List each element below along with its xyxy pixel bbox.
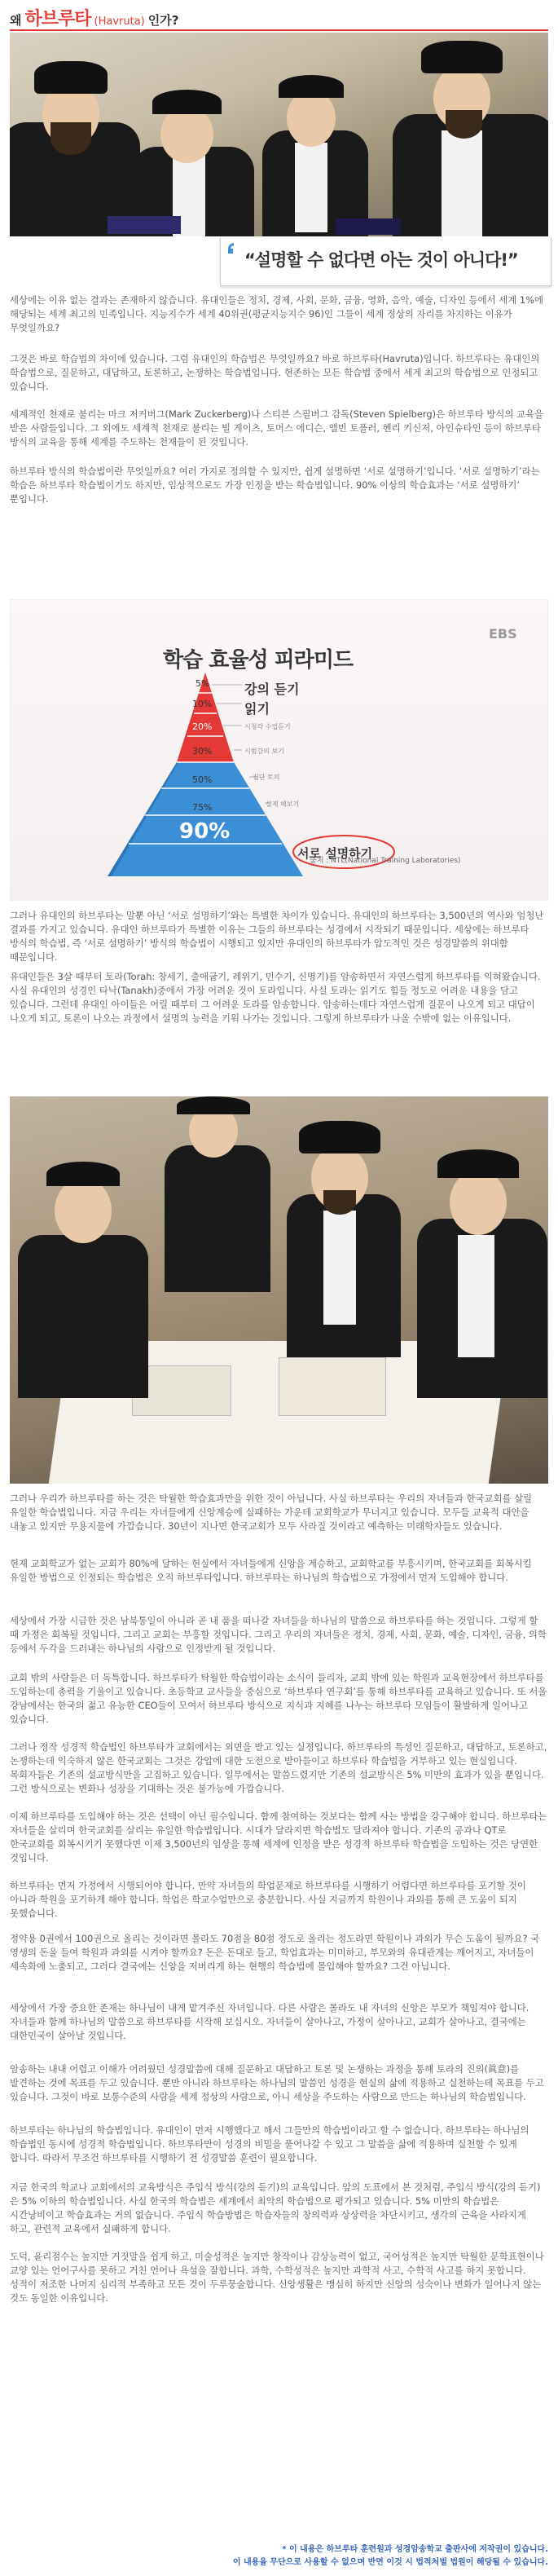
paragraph-5: 그러나 유대인의 하브루타는 말뿐 아닌 ‘서로 설명하기’와는 특별한 차이가 있습니다. 유대인의 하브루타는 3,500년의 역사와 엄청난 결과를 가지고 있습니다. 유대인 하브루타가 특별한 이유는 그들의 하브루타는 성경에서 시작되기 때문입니다. 세상에는 하브루타 방식의 학습법, 즉 ‘서로 설명하기’ 방식의 학습법이 시행되고 있지만 유대인의 하브루타가 압도적인 것은 성경말씀의 위대함 때문입니다. xyxy=(10,910,544,963)
paragraph-11: 그러나 우리가 하브루타를 하는 것은 탁월한 학습효과만을 위한 것이 아닙니다. 사실 하브루타는 우리의 자녀들과 한국교회를 살릴 유일한 학습법입니다. 지금 우리는 자녀들에게 신앙계승에 실패하는 가운데 교회학교가 무너지고 있습니다. 모두들 교육적 대안을 내놓고 있지만 무용지물에 가깝습니다. 30년이 지나면 한국교회가 모두 사라질 것이라고 예측하는 미래학자들도 있습니다. xyxy=(10,1493,533,1532)
pyramid-pct-75: 75% xyxy=(192,802,213,813)
paragraph-19: 세상에서 가장 중요한 존재는 하나님이 내게 맡겨주신 자녀입니다. 다른 사람은 몰라도 내 자녀의 신앙은 부모가 책임져야 합니다. 자녀들과 함께 하나님의 말씀으로 하브루타를 시작해 보십시오. 자녀들이 살아나고, 가정이 살아나고, 교회가 살아나고, 결국에는 대한민국이 살아날 것입니다. xyxy=(10,2002,529,2041)
study-photo-top xyxy=(10,33,548,236)
paragraph-2: 그것은 바로 학습법의 차이에 있습니다. 그럼 유대인의 학습법은 무엇일까요? 바로 하브루타(Havruta)입니다. 하브루타는 유대인의 학습법으로, 질문하고, 대답하고, 토론하고, 논쟁하는 학습법입니다. 현존하는 모든 학습법 중에서 세계 최고의 학습법으로 인정되고 있습니다. xyxy=(10,353,540,392)
paragraph-6: 유대인들은 3살 때부터 토라(Torah: 창세기, 출애굽기, 레위기, 민수기, 신명기)를 암송하면서 자연스럽게 하브루타를 익혀왔습니다. 사실 유대인의 성경인 타낙(Tanakh)중에서 가장 어려운 것이 토라입니다. 사실 토라는 읽기도 힘들 정도로 어려운 내용을 담고 있습니다. 그런데 유대인 아이들은 어릴 때부터 그 어려운 토라를 암송합니다. 암송하는데다 자연스럽게 질문이 나오게 되고 대답이 나오게 되고, 토론이 나오는 과정에서 설명의 능력을 키워 나가는 것입니다. 그렇게 하브루타가 나올 수밖에 없는 이유입니다. xyxy=(10,971,541,1024)
pyramid-pct-50: 50% xyxy=(192,774,213,785)
pyramid-source: 출처 : NTL(National Training Laboratories) xyxy=(310,857,461,865)
pyramid-label-lecture: 강의 듣기 xyxy=(244,681,300,697)
title-divider xyxy=(10,29,548,31)
paragraph-14: 교회 밖의 사람들은 더 독특합니다. 하브루타가 탁월한 학습법이라는 소식이 들리자, 교회 밖에 있는 학원과 교육현장에서 하브루타를 도입하는데 총력을 기울이고 있습니다. 초등학교 교사들을 중심으로 ‘하브루타 연구회’를 통해 하브루타를 교육하고 있습니다. 또 서울 강남에서는 한국의 젊고 유능한 CEO들이 모여서 하브루타 방식으로 지식과 지혜를 나누는 하브루타 모임들이 활발하게 일어나고 있습니다. xyxy=(10,1672,547,1725)
paragraph-13: 세상에서 가장 시급한 것은 남북통일이 아니라 곧 내 품을 떠나갈 자녀들을 하나님의 말씀으로 하브루타를 하는 것입니다. 그렇게 할 때 가정은 회복될 것입니다. 그리고 교회는 부흥할 것입니다. 그리고 우리의 자녀들은 정치, 경제, 사회, 문화, 예술, 디자인, 금융, 의학 등에서 두각을 드러내는 하나님의 사람으로 인정받게 될 것입니다. xyxy=(10,1615,547,1654)
pyramid-pct-90: 90% xyxy=(179,819,231,844)
paragraph-8: 하브루타는 하나님의 학습법입니다. 유대인이 먼저 시행했다고 해서 그들만의 학습법이라고 할 수 없습니다. 하브루타는 하나님의 학습법인 동시에 성경적 학습법입니다. 하브루타만이 성경의 비밀을 풀어나갈 수 있고 그 말씀을 삶에 적용하며 실천할 수 있게 합니다. 따라서 무조건 하브루타를 시행하기 전 성경말씀 훈련이 필요합니다. xyxy=(10,2124,529,2164)
paragraph-7: 암송하는 내내 어렵고 이해가 어려웠던 성경말씀에 대해 질문하고 대답하고 토론 및 논쟁하는 과정을 통해 토라의 진의(眞意)를 발견하는 것에 목표를 두고 있습니다. 뿐만 아니라 하브루타는 하나님의 말씀인 성경을 현실의 삶에 적용하고 실천하는데 목표를 두고 있습니다. 그것이 바로 보통수준의 사람을 세계 정상의 사람으로, 아니 세상을 주도하는 사람으로 만드는 하나님의 학습법입니다. xyxy=(10,2063,544,2102)
pyramid-title: 학습 효율성 피라미드 xyxy=(163,648,354,673)
page-title xyxy=(10,5,178,29)
paragraph-18: 정약용 0권에서 100권으로 올리는 것이라면 몰라도 70점을 80점 정도로 올리는 정도라면 학원이나 과외가 무슨 도움이 될까요? 국 영생의 돈을 들여 학원과 과외를 시켜야 할까요? 돈은 돈대로 들고, 학업효과는 미미하고, 부모와의 유대관계는 깨어지고, 자녀들이 세속화에 노출되고, 그러다 결국에는 신앙을 저버리게 하는 현행의 학습법에 몰입해야 할까요? 그건 아닙니다. xyxy=(10,1933,540,1972)
pyramid-label-practice: 실제 해보기 xyxy=(266,801,300,808)
paragraph-16: 이제 하브루타를 도입해야 하는 것은 선택이 아닌 필수입니다. 함께 참여하는 것보다는 함께 사는 방법을 강구해야 합니다. 하브루타는 자녀들을 살리며 한국교회를 살리는 유일한 학습법입니다. 시대가 달라지면 학습법도 달라져야 합니다. 기존의 공과나 QT로 한국교회를 회복시키기 못했다면 이제 3,500년의 임상을 통해 세계에 인정을 받은 성경적 하브루타 학습법을 도입하는 것은 당연한 것입니다. xyxy=(10,1811,547,1864)
paragraph-10: 도덕, 윤리점수는 높지만 거짓말을 쉽게 하고, 미술성적은 높지만 창작이나 감상능력이 없고, 국어성적은 높지만 탁월한 문학표현이나 교양 있는 언어구사를 못하고 거친 언어나 욕설을 잘합니다. 과학, 수학성적은 높지만 과학적 사고, 수학적 사고를 하지 못합니다. 성적이 저조한 나머지 심리적 부족하고 모든 것이 두루뭉술합니다. 신앙생활은 맹심히 하지만 신앙의 성숙이나 변화가 일어나지 않는 것도 동일한 이유입니다. xyxy=(10,2251,544,2304)
pyramid-label-discussion: 집단 토의 xyxy=(253,774,280,781)
title-suffix: 인가? xyxy=(147,13,179,28)
title-prefix: 왜 xyxy=(10,13,22,28)
pyramid-pct-5: 5% xyxy=(196,678,210,689)
title-keyword: 하브루타 xyxy=(24,9,91,29)
paragraph-15: 그러나 정작 성경적 학습법인 하브루타가 교회에서는 외면을 받고 있는 실정입니다. 하브루타의 특성인 질문하고, 대답하고, 토론하고, 논쟁하는데 익숙하지 않은 한국교회는 그것은 강압에 대한 도전으로 받아들이고 하브루타 학습법을 거부하고 있는 현실입니다. 목회자들은 기존의 설교방식만을 고집하고 있습니다. 일부에서는 말씀드렸지만 기존의 설교방식은 5% 미만의 효과가 있을 뿐입니다. 그런 방식으로는 변화나 성장을 기대하는 것은 불가능에 가깝습니다. xyxy=(10,1741,547,1794)
study-photo-bottom xyxy=(10,1096,548,1484)
paragraph-12: 현재 교회학교가 없는 교회가 80%에 달하는 현실에서 자녀들에게 신앙을 계승하고, 교회학교를 부흥시키며, 한국교회를 회복시킬 유일한 방법으로 인정되는 학습법은 오직 하브루타입니다. 하브루타는 하나님의 학습법으로 가정에서 먼저 도입해야 합니다. xyxy=(10,1558,532,1583)
pyramid-label-reading: 읽기 xyxy=(244,701,270,717)
quote-text: “설명할 수 없다면 아는 것이 아니다!” xyxy=(244,250,518,270)
paragraph-1: 세상에는 이유 없는 결과는 존재하지 않습니다. 유대인들은 정치, 경제, 사회, 문화, 금융, 영화, 음악, 예술, 디자인 등에서 세계 1%에 해당되는 세계 최고의 민족입니다. 지능지수가 세계 40위권(평균지능지수 96)인 그들이 세계 정상의 자리를 차지하는 이유가 무엇일까요? xyxy=(10,294,543,333)
pyramid-pct-30: 30% xyxy=(192,746,213,756)
broadcaster-logo: EBS xyxy=(489,626,517,642)
pyramid-label-explain: 서로 설명하기 xyxy=(297,846,373,861)
paragraph-9: 지금 한국의 학교나 교회에서의 교육방식은 주입식 방식(강의 듣기)의 교육입니다. 앞의 도표에서 본 것처럼, 주입식 방식(강의 듣기)은 5% 이하의 학습법입니다. 사실 한국의 학습법은 세계에서 최악의 학습법으로 평가되고 있습니다. 5% 미만의 학습법은 시간낭비이고 학습효과는 거의 없습니다. 주입식 학습방법은 학습자들의 창의력과 상상력을 차단시키고, 생각의 근육을 사라지게 하고, 관련적 교육에서 실패하게 합니다. xyxy=(10,2181,541,2234)
copyright-line-2: 이 내용을 무단으로 사용할 수 없으며 반면 이것 시 법적처벌 법원이 해당될 수 있습니다. xyxy=(232,2558,548,2567)
pyramid-label-demo: 시범강의 보기 xyxy=(244,748,284,755)
paragraph-4: 하브루타 방식의 학습법이란 무엇일까요? 여러 가지로 정의할 수 있지만, 쉽게 설명하면 ‘서로 설명하기’입니다. ‘서로 설명하기’라는 학습은 하브루타 학습법이기도 하지만, 임상적으로도 가장 인정을 받는 학습법입니다. 90% 이상의 학습효과는 ‘서로 설명하기’ 뿐입니다. xyxy=(10,465,540,505)
pyramid-pct-10: 10% xyxy=(192,699,213,709)
paragraph-3: 세계적인 천재로 불리는 마크 저커버그(Mark Zuckerberg)나 스티븐 스필버그 감독(Steven Spielberg)은 하브루타 방식의 교육을 받은 사람들입니다. 그 외에도 세계적 천재로 불리는 빌 게이츠, 토머스 에디슨, 앨빈 토플러, 헨리 키신저, 아인슈타인 등이 하브루타 방식의 교육을 통해 세계를 주도하는 천재들이 된 것입니다. xyxy=(10,408,543,448)
quote-mark-icon xyxy=(225,240,243,258)
title-keyword-sub: (Havruta) xyxy=(94,15,145,28)
copyright-line-1: * 이 내용은 하브루타 훈련원과 성경암송학교 출판사에 저작권이 있습니다. xyxy=(282,2545,548,2554)
paragraph-17: 하브루타는 먼저 가정에서 시행되어야 합니다. 만약 자녀들의 학업문제로 하브루타를 시행하기 어렵다면 하브루타를 포기할 것이 아니라 학원을 포기하게 해야 합니다. 학업은 학교수업만으로 충분합니다. 사실 지금까지 학원이나 과외를 통해 큰 도움이 되지 못했습니다. xyxy=(10,1880,526,1919)
pyramid-pct-20: 20% xyxy=(192,721,213,732)
pyramid-label-av: 시청각 수업듣기 xyxy=(244,723,291,730)
